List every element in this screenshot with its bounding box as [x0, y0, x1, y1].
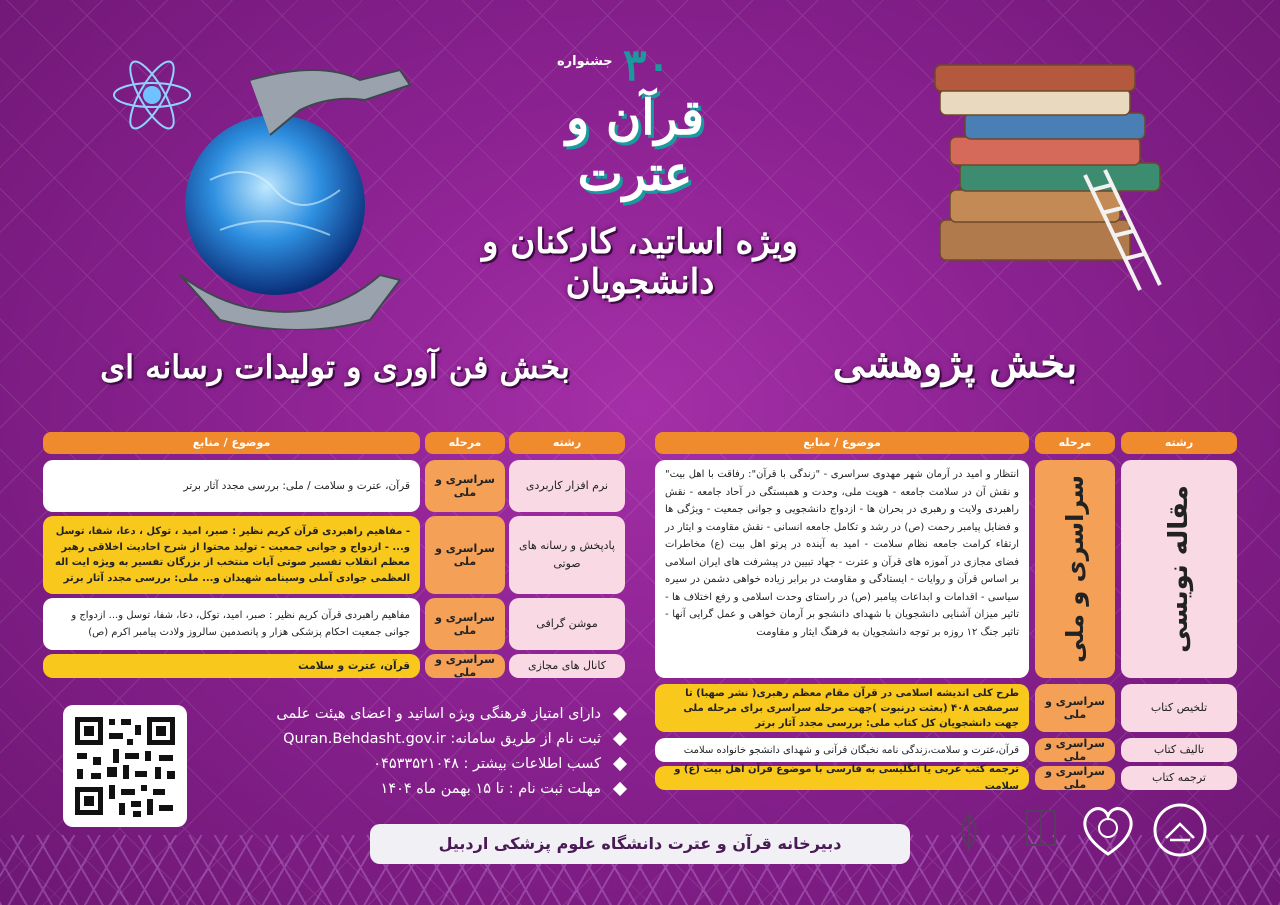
research-row-stage: سراسری و ملی	[1035, 766, 1115, 790]
atom-icon	[114, 56, 190, 134]
research-main-stage	[1035, 460, 1115, 678]
research-main-field-label: مقاله نویسی	[1164, 485, 1194, 653]
emblem-logo-icon	[945, 805, 993, 859]
media-row-stage: سراسری و ملی	[425, 460, 505, 512]
qr-code[interactable]	[63, 705, 187, 827]
festival-number: ۳۰	[623, 40, 671, 91]
audience-title: ویژه اساتید، کارکنان و دانشجویان	[482, 222, 798, 302]
media-section-title: بخش فن آوری و تولیدات رسانه ای	[100, 348, 570, 386]
festival-logo	[505, 40, 765, 202]
research-row-field: تالیف کتاب	[1121, 738, 1237, 762]
media-row-stage: سراسری و ملی	[425, 516, 505, 594]
quran-heart-logo-icon	[1076, 800, 1140, 860]
research-row-topic: طرح کلی اندیشه اسلامی در قرآن مقام معظم رهبری( نشر صهبا) تا سرصفحه ۴۰۸ (بعثت درنبوت )جهت مرحله سراسری برای مرحله ملی جهت دانشجویان کل کتاب ملی: بررسی مجدد آثار برتر	[655, 684, 1029, 732]
robot-hand-top	[250, 70, 410, 135]
research-row-field: تلخیص کتاب	[1121, 684, 1237, 732]
robot-hand-globe-illustration	[100, 40, 440, 330]
quran-stand-logo-icon	[1148, 800, 1212, 860]
media-row-topic: قرآن، عترت و سلامت / ملی: بررسی مجدد آثار برتر	[43, 460, 420, 512]
research-row-stage: سراسری و ملی	[1035, 684, 1115, 732]
media-row-stage: سراسری و ملی	[425, 654, 505, 678]
books-stack-illustration	[920, 45, 1180, 305]
research-main-stage-label: سراسری و ملی	[1060, 475, 1089, 663]
media-row-stage: سراسری و ملی	[425, 598, 505, 650]
research-header-stage: مرحله	[1035, 432, 1115, 454]
info-deadline: مهلت ثبت نام : تا ۱۵ بهمن ماه ۱۴۰۴	[195, 781, 625, 797]
research-main-topic: انتظار و امید در آرمان شهر مهدوی سراسری - "زندگی با قرآن": رفاقت با اهل بیت" و نقش آن در سلامت جامعه - هویت ملی، وحدت و همبستگی در آحاد جامعه - نقش راهبردی ولایت و رهبری در بحران ها - ازدواج دانشجویی و جوانی جمعیت - ویژگی ها و فضایل پیامبر رحمت (ص) در رشد و تکامل جامعه انسانی - نقش مقاومت و ایثار در ارتقاء کرامت جامعه نظام سلامت - امید به آینده در پرتو اهل بیت (ع) مخاطرات فضای مجازی در آموزه های قرآن و عترت - جهاد تبیین در پیشرفت های ایران اسلامی بر اساس قرآن و روایات - ایستادگی و مقاومت در برابر زیاده خواهی دشمن در سیره سیاسی - اقدامات و ابداعات پیامبر (ص) در راستای وحدت اسلامی و رفع اختلاف ها - تاثیر میزان آشنایی دانشجویان با شهدای دانشجو بر آرمان خواهی و عمل گرایی آنها - تاثیر جنگ ۱۲ روزه بر توجه دانشجویان به فرهنگ ایثار و مقاومت	[655, 460, 1029, 678]
diamond-bullet-icon	[613, 757, 627, 771]
media-row-topic: مفاهیم راهبردی قرآن کریم نظیر : صبر، امید، توکل، دعا، شفا، توسل و... ازدواج و جوانی جمعیت احکام پزشکی هزار و پانصدمین سالروز ولادت پیامبر اکرم (ص)	[43, 598, 420, 650]
media-row-topic: قرآن، عترت و سلامت	[43, 654, 420, 678]
media-row-field: کانال های مجازی	[509, 654, 625, 678]
research-row-topic: ترجمه کتب عربی یا انگلیسی به فارسی با موضوع قرآن اهل بیت (ع) و سلامت	[655, 766, 1029, 790]
media-header-stage: مرحله	[425, 432, 505, 454]
info-registration: ثبت نام از طریق سامانه: Quran.Behdasht.gov.ir	[195, 731, 625, 747]
book-logo-icon	[1017, 803, 1065, 857]
research-main-field	[1121, 460, 1237, 678]
contact-phone[interactable]: ۰۴۵۳۳۵۲۱۰۴۸	[373, 756, 459, 772]
qr-code-icon	[63, 705, 187, 827]
diamond-bullet-icon	[613, 782, 627, 796]
research-row-field: ترجمه کتاب	[1121, 766, 1237, 790]
media-header-field: رشته	[509, 432, 625, 454]
media-row-field: موشن گرافی	[509, 598, 625, 650]
festival-label: جشنواره	[557, 54, 613, 69]
info-cultural-points: دارای امتیاز فرهنگی ویژه اساتید و اعضای هیئت علمی	[195, 706, 625, 722]
info-contact: کسب اطلاعات بیشتر : ۰۴۵۳۳۵۲۱۰۴۸	[195, 756, 625, 772]
media-row-field: نرم افزار کاربردی	[509, 460, 625, 512]
organizer-banner: دبیرخانه قرآن و عترت دانشگاه علوم پزشکی اردبیل	[370, 824, 910, 864]
research-row-stage: سراسری و ملی	[1035, 738, 1115, 762]
media-header-topic: موضوع / منابع	[43, 432, 420, 454]
media-row-topic: - مفاهیم راهبردی قرآن کریم نظیر : صبر، امید ، توکل ، دعا، شفا، توسل و... - ازدواج و جوانی جمعیت - تولید محتوا از شرح احادیث اخلاقی رهبر معظم انقلاب تفسیر صوتی آیات منتخب از بزرگان تفسیر به ویژه ایت اله العظمی جوادی آملی وسینامه شهیدان و... ملی: بررسی مجدد آثار برتر	[43, 516, 420, 594]
research-row-topic: قرآن،عترت و سلامت،زندگی نامه نخبگان قرآنی و شهدای دانشجو خانواده سلامت	[655, 738, 1029, 762]
globe-icon	[185, 115, 365, 295]
festival-title: قرآن و عترت	[566, 90, 704, 202]
diamond-bullet-icon	[613, 707, 627, 721]
diamond-bullet-icon	[613, 732, 627, 746]
research-header-field: رشته	[1121, 432, 1237, 454]
media-row-field: پادپخش و رسانه های صوتی	[509, 516, 625, 594]
research-section-title: بخش پژوهشی	[832, 340, 1078, 387]
registration-link[interactable]: Quran.Behdasht.gov.ir	[283, 731, 446, 747]
research-header-topic: موضوع / منابع	[655, 432, 1029, 454]
